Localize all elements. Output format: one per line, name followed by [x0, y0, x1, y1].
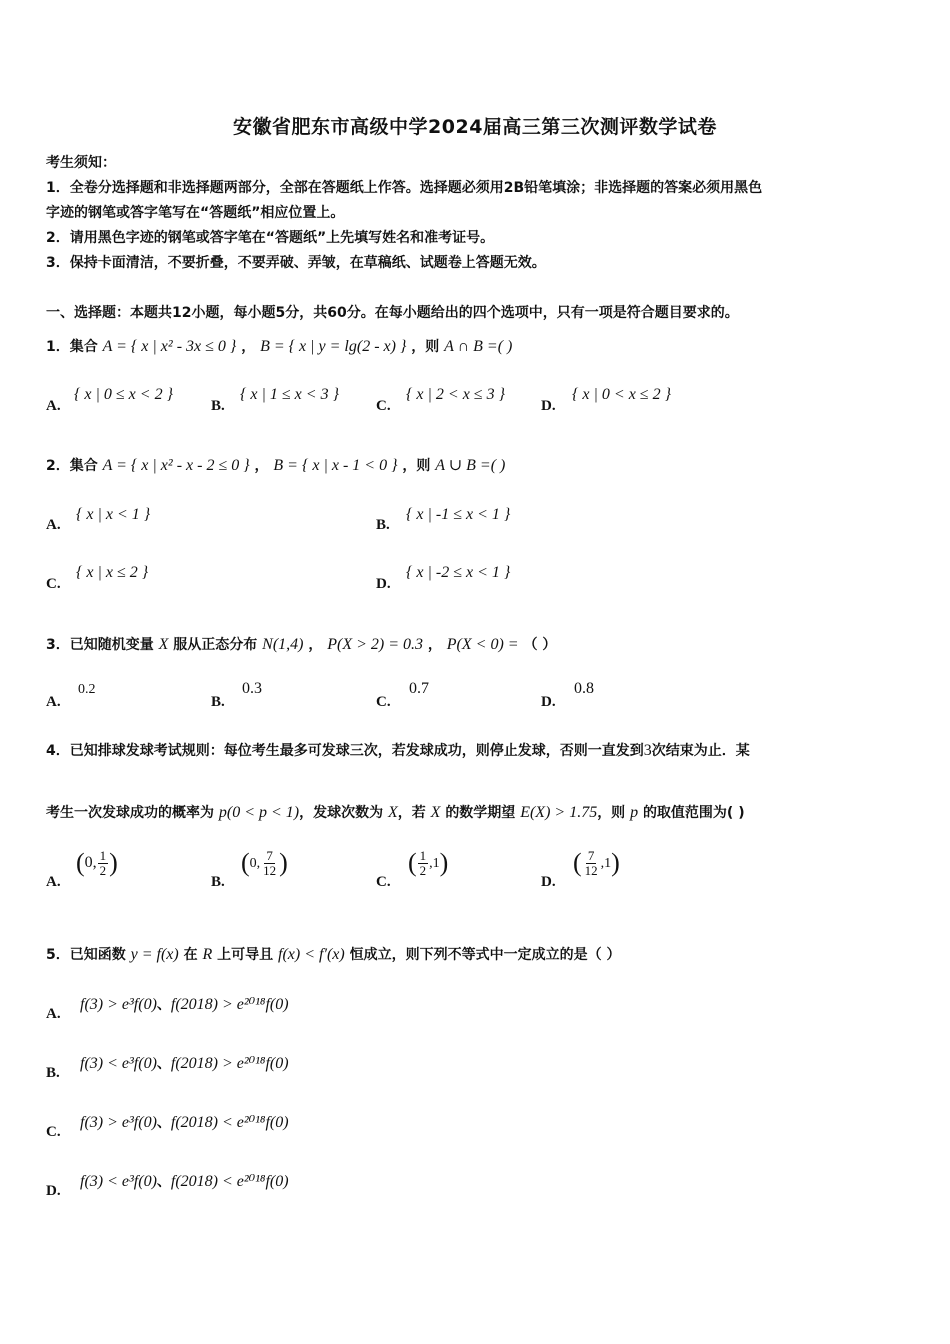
q1-option-d: { x | 0 < x ≤ 2 } [572, 386, 671, 403]
q4-text-2b: ，发球次数为 [299, 805, 384, 821]
q4-p: p [630, 804, 639, 821]
q4-c-right: ,1 [429, 856, 440, 871]
q4-c-num: 1 [419, 847, 427, 863]
q2-sep: ， [254, 458, 269, 474]
q5-a-part-2: f(2018) > e²⁰¹⁸f(0) [170, 996, 289, 1013]
q2-option-b-label: B. [376, 517, 390, 533]
q3-option-b: 0.3 [242, 680, 262, 697]
q1-option-d-label: D. [541, 398, 556, 414]
q2-ask: ，则 [402, 458, 431, 474]
q5-prefix: 5．已知函数 [46, 947, 126, 963]
q2-expr: A ∪ B =( ) [435, 457, 506, 474]
q3-option-d-label: D. [541, 694, 556, 710]
q4-d-close: ) [611, 848, 620, 877]
q4-option-c [408, 848, 448, 878]
q5-cond: f(x) < f′(x) [278, 946, 345, 963]
q5-d-part-1: f(3) < e³f(0) [80, 1173, 157, 1190]
q5-option-c [80, 1112, 289, 1132]
q4-text-2a: 考生一次发球成功的概率为 [46, 805, 214, 821]
q5-mid1: 在 [183, 947, 198, 963]
q3-option-d: 0.8 [574, 680, 594, 697]
notice-line-1a: 1．全卷分选择题和非选择题两部分，全部在答题纸上作答。选择题必须用2B铅笔填涂；非选择题的答案必须用黑色 [46, 180, 763, 196]
q4-prange: p(0 < p < 1) [218, 804, 300, 821]
q3-var: X [158, 636, 169, 653]
q1-set-b: B = { x | y = lg(2 - x) } [260, 338, 407, 355]
q2-set-a: A = { x | x² - x - 2 ≤ 0 } [102, 457, 250, 474]
q1-ask: ，则 [411, 339, 440, 355]
q5-a-part-1: f(3) > e³f(0) [80, 996, 157, 1013]
q3-p1: P(X > 2) = 0.3 [327, 636, 424, 653]
question-2 [46, 455, 505, 475]
q4-text-1a: 4．已知排球发球考试规则：每位考生最多可发球三次，若发球成功，则停止发球，否则一直发到 [46, 743, 644, 759]
q3-prefix: 3．已知随机变量 [46, 637, 154, 653]
q5-c-sep: 、 [156, 1115, 171, 1131]
question-5 [46, 944, 620, 964]
q4-b-open: ( [241, 848, 250, 877]
q5-a-sep: 、 [156, 997, 171, 1013]
q3-option-a-label: A. [46, 694, 61, 710]
q1-set-a: A = { x | x² - 3x ≤ 0 } [102, 338, 237, 355]
q4-option-b-label: B. [211, 874, 225, 890]
q1-expr: A ∩ B =( ) [444, 338, 513, 355]
q2-option-a: { x | x < 1 } [76, 506, 151, 523]
q4-c-fraction [418, 849, 429, 878]
q4-three: 3 [643, 742, 652, 759]
q4-b-close: ) [279, 848, 288, 877]
q4-d-fraction [583, 849, 600, 878]
q3-option-b-label: B. [211, 694, 225, 710]
q3-comma-2: ， [427, 637, 442, 653]
q5-option-a [80, 994, 289, 1014]
question-4-line-2 [46, 802, 745, 822]
q5-b-part-1: f(3) < e³f(0) [80, 1055, 157, 1072]
q4-text-2e: ，则 [597, 805, 626, 821]
q4-c-den: 2 [419, 862, 427, 878]
q4-option-d-label: D. [541, 874, 556, 890]
q2-option-b: { x | -1 ≤ x < 1 } [406, 506, 511, 523]
q5-option-d-label: D. [46, 1183, 61, 1199]
q3-option-a: 0.2 [78, 682, 96, 697]
q1-option-a-label: A. [46, 398, 61, 414]
q2-option-c: { x | x ≤ 2 } [76, 564, 149, 581]
q4-text-1b: 次结束为止．某 [651, 743, 750, 759]
q5-option-d [80, 1171, 289, 1191]
q4-text-2c: ，若 [397, 805, 426, 821]
q4-d-right: ,1 [600, 856, 612, 871]
q4-c-close: ) [439, 848, 449, 877]
q4-option-a [76, 848, 118, 878]
q4-expectation: E(X) > 1.75 [520, 804, 598, 821]
q5-func: y = f(x) [130, 946, 179, 963]
q4-a-close: ) [109, 848, 118, 877]
q4-option-b [241, 848, 288, 878]
q3-dist: N(1,4) [262, 636, 304, 653]
q2-option-c-label: C. [46, 576, 61, 592]
q3-end: （ ） [523, 637, 557, 653]
notice-line-1b: 字迹的钢笔或答字笔写在“答题纸”相应位置上。 [46, 205, 345, 221]
q4-b-left: 0, [249, 856, 261, 871]
q3-comma-1: ， [308, 637, 323, 653]
q1-option-c: { x | 2 < x ≤ 3 } [406, 386, 505, 403]
q4-text-2d: 的数学期望 [445, 805, 516, 821]
q5-d-sep: 、 [156, 1174, 171, 1190]
q3-option-c-label: C. [376, 694, 391, 710]
q4-b-fraction [261, 849, 278, 878]
notice-line-3: 3．保持卡面清洁，不要折叠，不要弄破、弄皱，在草稿纸、试题卷上答题无效。 [46, 255, 546, 271]
q4-d-den: 12 [584, 862, 598, 878]
q1-option-b-label: B. [211, 398, 225, 414]
q2-option-a-label: A. [46, 517, 61, 533]
q4-a-num: 1 [99, 847, 107, 863]
q5-option-b [80, 1053, 289, 1073]
q5-b-part-2: f(2018) > e²⁰¹⁸f(0) [170, 1055, 289, 1072]
q2-set-b: B = { x | x - 1 < 0 } [273, 457, 398, 474]
q4-option-d [573, 848, 620, 878]
q5-end: 恒成立，则下列不等式中一定成立的是（ ） [349, 947, 621, 963]
q5-b-sep: 、 [156, 1056, 171, 1072]
q3-option-c: 0.7 [409, 680, 429, 697]
q4-option-c-label: C. [376, 874, 391, 890]
q5-option-c-label: C. [46, 1124, 61, 1140]
q4-d-num: 7 [587, 847, 595, 863]
q4-x1: X [388, 804, 398, 821]
q1-sep: ， [241, 339, 256, 355]
notice-line-2: 2．请用黑色字迹的钢笔或答字笔在“答题纸”上先填写姓名和准考证号。 [46, 230, 495, 246]
q5-c-part-2: f(2018) < e²⁰¹⁸f(0) [170, 1114, 289, 1131]
q5-option-b-label: B. [46, 1065, 60, 1081]
page-title: 安徽省肥东市高级中学2024届高三第三次测评数学试卷 [233, 116, 717, 138]
q5-c-part-1: f(3) > e³f(0) [80, 1114, 157, 1131]
question-1 [46, 336, 512, 356]
q5-d-part-2: f(2018) < e²⁰¹⁸f(0) [170, 1173, 289, 1190]
q4-a-open: ( [76, 848, 85, 877]
q2-prefix: 2．集合 [46, 458, 98, 474]
q4-a-fraction [98, 849, 109, 878]
q4-d-open: ( [573, 848, 582, 877]
q1-prefix: 1．集合 [46, 339, 98, 355]
q5-r: R [202, 946, 213, 963]
q1-option-b: { x | 1 ≤ x < 3 } [240, 386, 339, 403]
q2-option-d: { x | -2 ≤ x < 1 } [406, 564, 511, 581]
question-4-line-1 [46, 740, 750, 760]
q4-text-2f: 的取值范围为( ) [642, 805, 745, 821]
q2-option-d-label: D. [376, 576, 391, 592]
q1-option-c-label: C. [376, 398, 391, 414]
q4-b-den: 12 [263, 862, 277, 878]
q1-option-a: { x | 0 ≤ x < 2 } [74, 386, 173, 403]
q4-option-a-label: A. [46, 874, 61, 890]
q4-b-num: 7 [266, 847, 273, 863]
q5-option-a-label: A. [46, 1006, 61, 1022]
q4-c-open: ( [408, 848, 417, 877]
q4-x2: X [430, 804, 441, 821]
q5-mid2: 上可导且 [217, 947, 274, 963]
section-heading: 一、选择题：本题共12小题，每小题5分，共60分。在每小题给出的四个选项中，只有一项是符合题目要求的。 [46, 305, 739, 321]
q3-p2: P(X < 0) = [446, 636, 519, 653]
question-3 [46, 634, 556, 654]
q4-a-den: 2 [99, 862, 107, 878]
notice-heading: 考生须知： [46, 155, 116, 171]
q4-a-left: 0, [84, 854, 97, 871]
q3-mid: 服从正态分布 [173, 637, 258, 653]
